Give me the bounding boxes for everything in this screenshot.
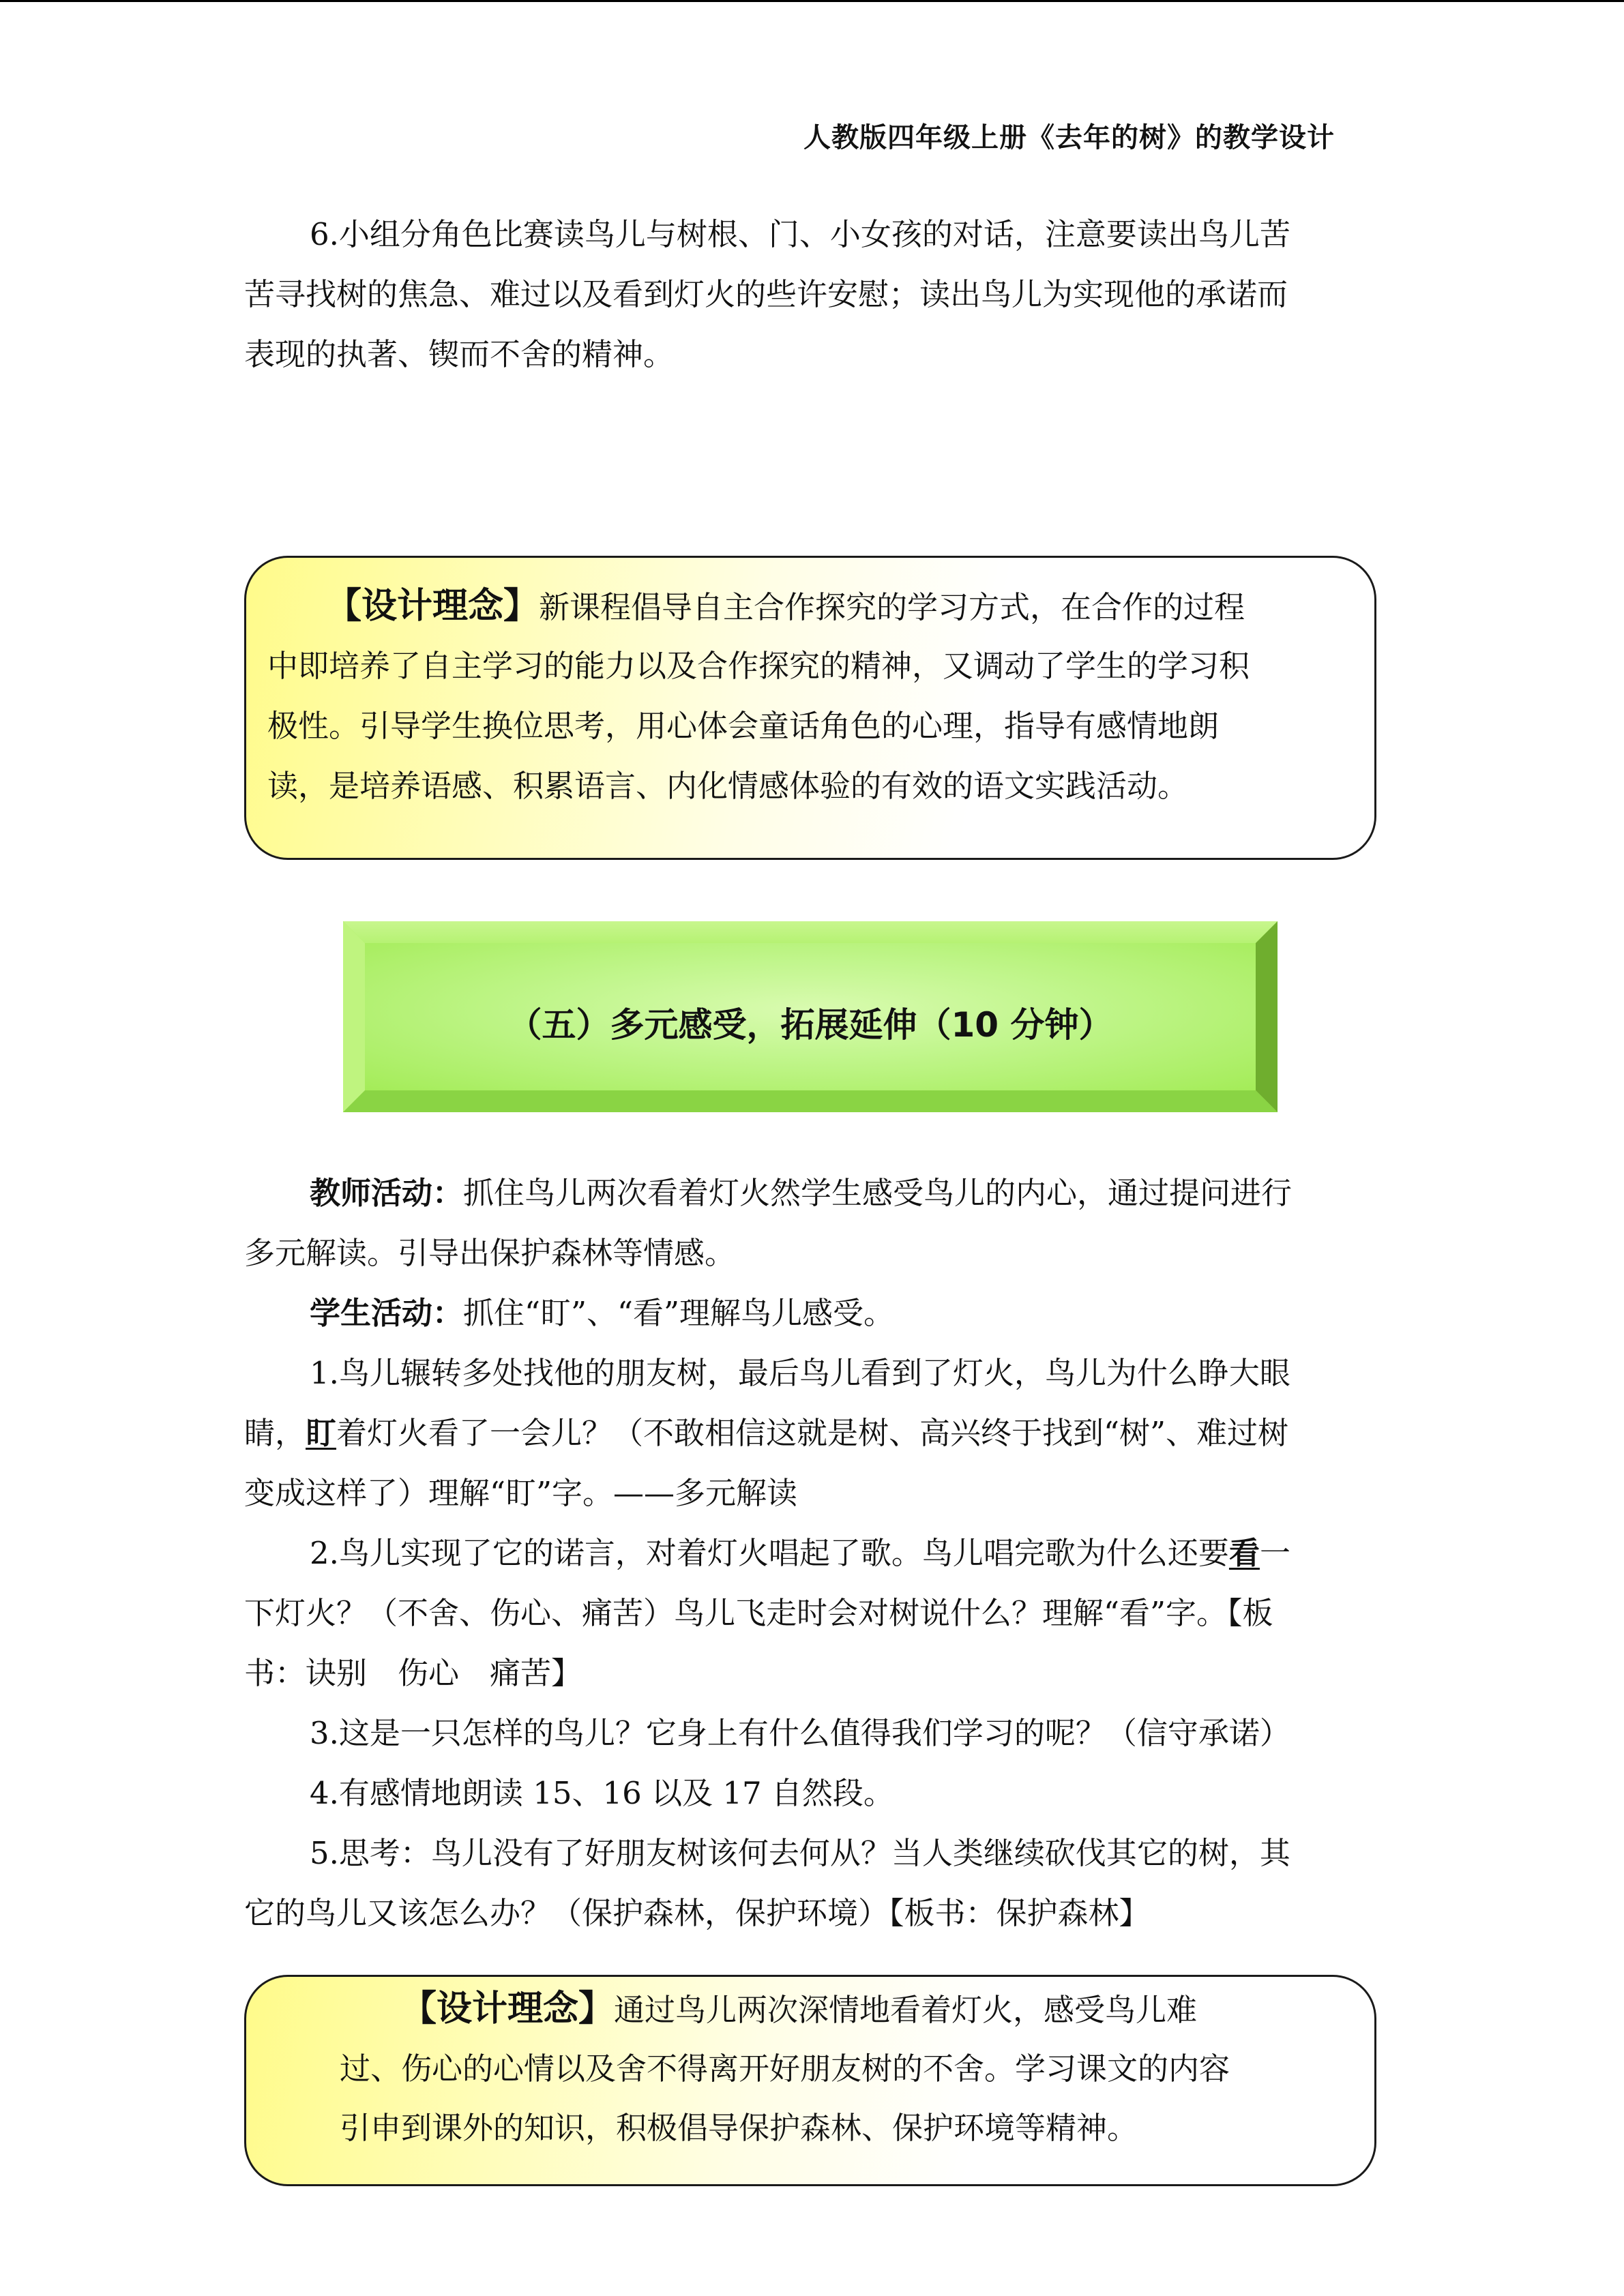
underlined-char-kan: 看 (1228, 1535, 1260, 1571)
teacher-line-1: 教师活动：抓住鸟儿两次看着灯火然学生感受鸟儿的内心，通过提问进行 (310, 1175, 1293, 1211)
section-title: （五）多元感受，拓展延伸（10 分钟） (507, 1005, 1113, 1045)
underlined-char-ding: 盯 (306, 1415, 337, 1451)
callout-2-line-3: 引申到课外的知识，积极倡导保护森林、保护环境等精神。 (340, 2110, 1138, 2146)
callout-2-label: 【设计理念】 (401, 1988, 615, 2029)
item-1-line-2: 睛，盯着灯火看了一会儿？（不敢相信这就是树、高兴终于找到“树”、难过树 (244, 1415, 1289, 1451)
item-3-line: 3.这是一只怎样的鸟儿？它身上有什么值得我们学习的呢？（信守承诺） (310, 1715, 1290, 1751)
callout-1-line-2: 中即培养了自主学习的能力以及合作探究的精神，又调动了学生的学习积 (267, 648, 1250, 684)
callout-1-line-3: 极性。引导学生换位思考，用心体会童话角色的心理，指导有感情地朗 (267, 708, 1220, 744)
item-1-line-1: 1.鸟儿辗转多处找他的朋友树，最后鸟儿看到了灯火，鸟儿为什么睁大眼 (310, 1355, 1290, 1391)
callout-2-line-1: 【设计理念】通过鸟儿两次深情地看着灯火，感受鸟儿难 (401, 1988, 1198, 2029)
top-border (0, 0, 1624, 2)
paragraph-6-line-3: 表现的执著、锲而不舍的精神。 (244, 336, 675, 372)
callout-1-line-4: 读，是培养语感、积累语言、内化情感体验的有效的语文实践活动。 (267, 768, 1189, 804)
item-4-line: 4.有感情地朗读 15、16 以及 17 自然段。 (310, 1775, 894, 1811)
activities-block (244, 1163, 1376, 1943)
item-2-line-3: 书：诀别 伤心 痛苦】 (244, 1655, 582, 1691)
page-header: 人教版四年级上册《去年的树》的教学设计 (803, 122, 1335, 153)
item-1-line-3: 变成这样了）理解“盯”字。——多元解读 (244, 1475, 798, 1511)
paragraph-6 (244, 205, 1376, 385)
item-5-line-2: 它的鸟儿又该怎么办？（保护森林，保护环境）【板书：保护森林】 (244, 1895, 1150, 1931)
item-2-line-2: 下灯火？（不舍、伤心、痛苦）鸟儿飞走时会对树说什么？理解“看”字。【板 (244, 1595, 1273, 1631)
paragraph-6-line-1: 6.小组分角色比赛读鸟儿与树根、门、小女孩的对话，注意要读出鸟儿苦 (310, 216, 1290, 252)
paragraph-6-line-2: 苦寻找树的焦急、难过以及看到灯火的些许安慰；读出鸟儿为实现他的承诺而 (244, 276, 1288, 312)
student-label: 学生活动： (310, 1295, 464, 1331)
section-banner (343, 921, 1278, 1112)
item-5-line-1: 5.思考：鸟儿没有了好朋友树该何去何从？当人类继续砍伐其它的树，其 (310, 1835, 1290, 1871)
callout-2-line-2: 过、伤心的心情以及舍不得离开好朋友树的不舍。学习课文的内容 (340, 2051, 1230, 2087)
callout-1-label: 【设计理念】 (326, 585, 540, 627)
item-2-line-1: 2.鸟儿实现了它的诺言，对着灯火唱起了歌。鸟儿唱完歌为什么还要看一 (310, 1535, 1290, 1571)
teacher-line-2: 多元解读。引导出保护森林等情感。 (244, 1235, 736, 1271)
student-line: 学生活动：抓住“盯”、“看”理解鸟儿感受。 (310, 1295, 895, 1331)
teacher-label: 教师活动： (310, 1175, 464, 1211)
callout-1-line-1: 【设计理念】新课程倡导自主合作探究的学习方式，在合作的过程 (326, 585, 1245, 627)
